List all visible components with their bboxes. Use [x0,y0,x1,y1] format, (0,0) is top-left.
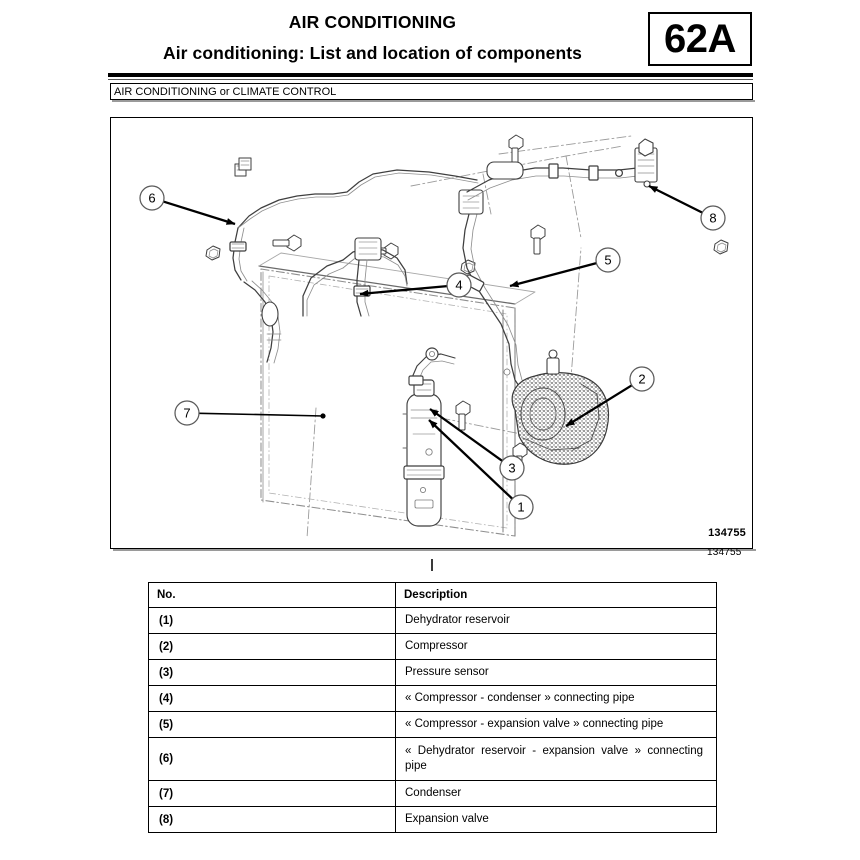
components-table [148,582,717,833]
section-code: 62A [664,17,736,61]
figure-frame [110,117,753,549]
callout-number-3: 3 [508,460,516,476]
expansion-valve [635,139,657,187]
callout-marker-8 [701,206,725,230]
table-row [149,660,717,686]
cell-description: « Compressor - condenser » connecting pipe [396,686,717,712]
table-row [149,608,717,634]
callout-number-2: 2 [638,371,646,387]
title-block [110,8,635,63]
subtitle-bar [110,83,753,100]
table-body [149,608,717,833]
pipe-6 [230,164,478,281]
cell-number: (4) [149,686,396,712]
callout-leader-8 [649,186,702,213]
figure-id-outer: 134755 [707,547,742,558]
callout-marker-1 [509,495,533,519]
table-row [149,686,717,712]
callout-marker-6 [140,186,164,210]
callout-marker-3 [500,456,524,480]
cell-description: Compressor [396,634,717,660]
condenser-outline [259,253,535,536]
cell-description: Expansion valve [396,807,717,833]
table-row [149,807,717,833]
table-row [149,738,717,781]
column-header-description: Description [396,583,717,608]
cell-number: (7) [149,781,396,807]
cell-description: « Compressor - expansion valve » connecting pipe [396,712,717,738]
cell-number: (2) [149,634,396,660]
figure-id-inner: 134755 [708,527,746,539]
cell-description: Pressure sensor [396,660,717,686]
callout-number-1: 1 [517,499,525,515]
callout-marker-4 [447,273,471,297]
cell-number: (5) [149,712,396,738]
callout-number-6: 6 [148,190,156,206]
callout-number-4: 4 [455,277,463,293]
subtitle-bar-label: AIR CONDITIONING or CLIMATE CONTROL [114,86,337,98]
callout-number-7: 7 [183,405,191,421]
callout-number-8: 8 [709,210,717,226]
table-row [149,781,717,807]
cell-description: Condenser [396,781,717,807]
header-rule-thin [108,79,753,80]
callout-number-5: 5 [604,252,612,268]
table-row [149,712,717,738]
figure-frame-shadow [113,549,756,551]
cell-description: Dehydrator reservoir [396,608,717,634]
cell-number: (1) [149,608,396,634]
callout-leader-6 [163,202,235,224]
page-title: AIR CONDITIONING [288,12,457,32]
callout-leader-5 [510,263,596,286]
cell-description [396,738,717,781]
header-rule-thick [108,73,753,77]
pressure-sensor [409,348,455,385]
compressor [512,350,608,464]
pipe-5 [459,190,544,407]
diagram-artwork [206,135,728,538]
pipe-6-lower [244,281,281,363]
cell-description-text: « Dehydrator reservoir - expansion valve » connecting pipe [405,745,703,772]
subtitle-bar-shadow [112,100,755,102]
pipe-to-expansion-valve [467,162,638,200]
section-code-box [648,12,752,66]
callout-marker-7 [175,401,199,425]
page-subtitle: Air conditioning: List and location of components [162,43,583,63]
column-header-no: No. [149,583,396,608]
table-row [149,634,717,660]
cell-number: (6) [149,738,396,781]
cell-number: (3) [149,660,396,686]
callout-marker-5 [596,248,620,272]
ac-system-diagram [111,118,752,548]
centre-tick-mark [431,559,433,571]
page-header [0,0,860,72]
cell-number: (8) [149,807,396,833]
table-header-row [149,583,717,608]
callout-marker-2 [630,367,654,391]
